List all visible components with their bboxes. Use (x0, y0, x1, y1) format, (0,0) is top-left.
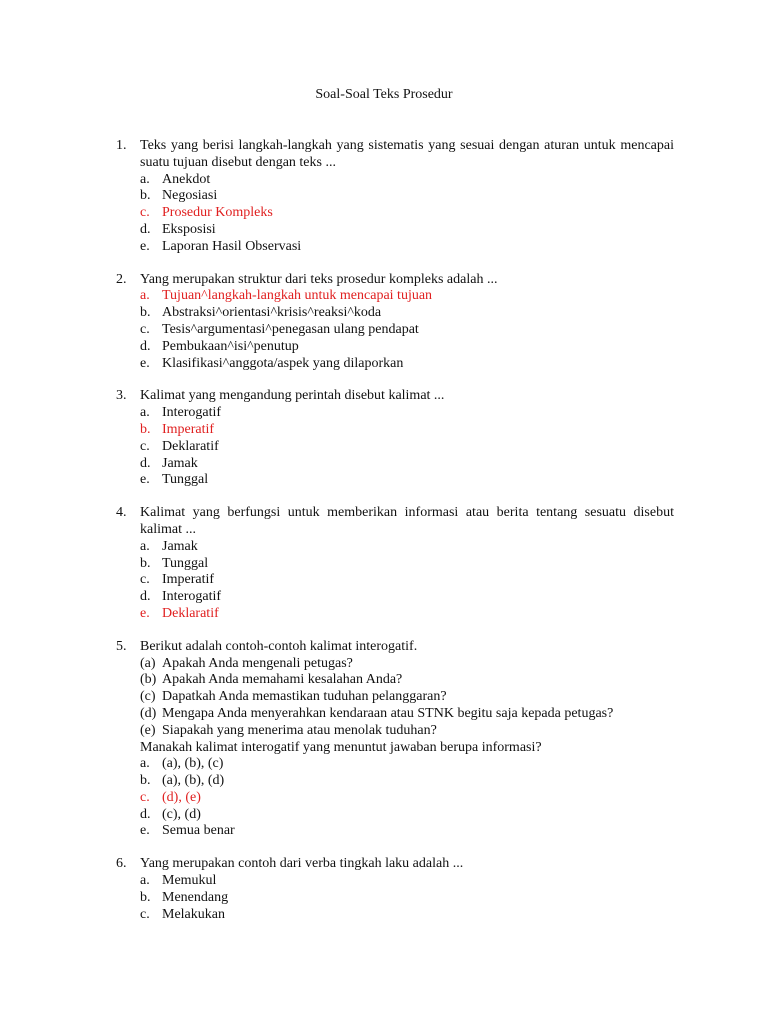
option-d: d. (c), (d) (140, 806, 201, 822)
option-b: b. Tunggal (140, 555, 209, 571)
question-number: 1. (116, 138, 127, 153)
question-2 (116, 272, 674, 373)
option-b: b. (a), (b), (d) (140, 773, 225, 789)
option-d: d. Jamak (140, 455, 198, 471)
question-number: 2. (116, 271, 127, 287)
question-stem: Kalimat yang berfungsi untuk memberikan informasi atau berita tentang sesuatu disebut kalimat ... (140, 505, 674, 537)
option-c: c. Deklaratif (140, 438, 219, 454)
example-d: (d) Mengapa Anda menyerahkan kendaraan atau STNK begitu saja kepada petugas? (140, 705, 614, 721)
option-b: b. Abstraksi^orientasi^krisis^reaksi^koda (140, 305, 382, 321)
option-b: b. Negosiasi (140, 188, 218, 204)
option-e: e. Klasifikasi^anggota/aspek yang dilaporkan (140, 355, 404, 371)
option-a: a. Anekdot (140, 171, 211, 187)
option-a: a. (a), (b), (c) (140, 756, 224, 772)
option-c: c. Tesis^argumentasi^penegasan ulang pendapat (140, 321, 419, 337)
option-a: a. Jamak (140, 538, 198, 554)
page-title: Soal-Soal Teks Prosedur (315, 87, 453, 102)
option-b: b. Menendang (140, 889, 229, 905)
option-e-answer: e. Deklaratif (140, 605, 219, 621)
question-stem: Berikut adalah contoh-contoh kalimat interogatif. (140, 638, 418, 654)
option-e: e. Laporan Hasil Observasi (140, 238, 302, 254)
question-list (116, 138, 674, 923)
option-e: e. Tunggal (140, 472, 209, 488)
option-c-answer: c. Prosedur Kompleks (140, 205, 273, 221)
option-c: c. Imperatif (140, 572, 215, 588)
option-a-answer: a. Tujuan^langkah-langkah untuk mencapai tujuan (140, 288, 433, 304)
option-d: d. Pembukaan^isi^penutup (140, 338, 299, 354)
question-5 (116, 639, 674, 841)
question-prompt: Manakah kalimat interogatif yang menuntut jawaban berupa informasi? (140, 739, 542, 755)
question-number: 6. (116, 856, 127, 872)
question-3 (116, 388, 674, 489)
example-a: (a) Apakah Anda mengenali petugas? (140, 655, 353, 671)
question-6 (116, 856, 674, 923)
example-e: (e) Siapakah yang menerima atau menolak tuduhan? (140, 722, 437, 738)
option-a: a. Interogatif (140, 405, 222, 421)
question-stem: Teks yang berisi langkah-langkah yang sistematis yang sesuai dengan aturan untuk mencapai suatu tujuan disebut dengan teks ... (140, 138, 674, 170)
option-c: c. Melakukan (140, 906, 225, 922)
question-number: 3. (116, 388, 127, 404)
option-c-answer: c. (d), (e) (140, 789, 201, 805)
example-c: (c) Dapatkah Anda memastikan tuduhan pelanggaran? (140, 689, 447, 705)
option-d: d. Interogatif (140, 589, 222, 605)
question-4 (116, 505, 674, 623)
question-stem: Yang merupakan struktur dari teks prosedur kompleks adalah ... (140, 271, 498, 287)
question-1 (116, 138, 674, 256)
option-b-answer: b. Imperatif (140, 421, 215, 437)
question-number: 4. (116, 505, 127, 521)
option-a: a. Memukul (140, 873, 217, 889)
question-stem: Yang merupakan contoh dari verba tingkah laku adalah ... (140, 856, 464, 872)
option-d: d. Eksposisi (140, 221, 216, 237)
question-number: 5. (116, 638, 127, 654)
option-e: e. Semua benar (140, 823, 235, 839)
question-stem: Kalimat yang mengandung perintah disebut kalimat ... (140, 388, 445, 404)
example-b: (b) Apakah Anda memahami kesalahan Anda? (140, 672, 403, 688)
